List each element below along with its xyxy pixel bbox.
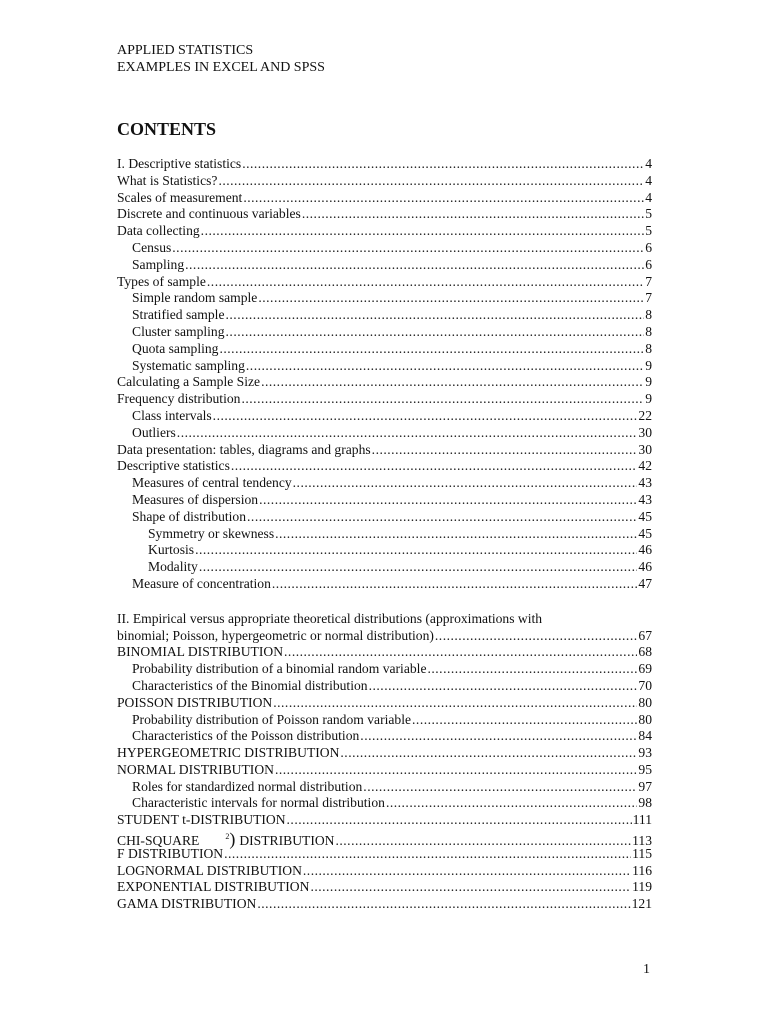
dot-leader xyxy=(242,156,644,173)
toc-entry-title: Systematic sampling xyxy=(132,357,245,373)
dot-leader xyxy=(218,173,644,190)
toc-section-2 xyxy=(117,644,652,829)
toc-entry-title: F DISTRIBUTION xyxy=(117,845,224,861)
toc-entry-title: Shape of distribution xyxy=(132,508,247,524)
toc-entry[interactable] xyxy=(117,408,652,425)
dot-leader xyxy=(293,475,638,492)
toc-entry-title: Calculating a Sample Size xyxy=(117,374,261,390)
toc-entry[interactable] xyxy=(117,156,652,173)
toc-entry-title: LOGNORMAL DISTRIBUTION xyxy=(117,862,302,878)
dot-leader xyxy=(273,695,637,712)
toc-entry[interactable] xyxy=(117,661,652,678)
dot-leader xyxy=(231,458,638,475)
dot-leader xyxy=(247,509,637,526)
toc-entry-page: 93 xyxy=(638,745,652,761)
toc-entry-title: Descriptive statistics xyxy=(117,458,230,474)
toc-entry[interactable] xyxy=(117,678,652,695)
toc-entry[interactable] xyxy=(117,779,652,796)
toc-entry-title: Frequency distribution xyxy=(117,391,241,407)
toc-entry-page: 80 xyxy=(638,711,652,727)
toc-entry-title: STUDENT t-DISTRIBUTION xyxy=(117,812,286,828)
toc-entry[interactable] xyxy=(117,458,652,475)
dot-leader xyxy=(258,290,644,307)
toc-entry[interactable] xyxy=(117,812,652,829)
dot-leader xyxy=(275,762,637,779)
toc-entry[interactable] xyxy=(117,442,652,459)
dot-leader xyxy=(363,779,637,796)
dot-leader xyxy=(261,374,644,391)
toc-entry-page: 47 xyxy=(638,575,652,591)
toc-entry-page: 119 xyxy=(632,879,652,895)
toc-entry[interactable] xyxy=(117,257,652,274)
toc-entry[interactable] xyxy=(117,896,652,913)
toc-entry-title: HYPERGEOMETRIC DISTRIBUTION xyxy=(117,745,340,761)
dot-leader xyxy=(302,206,644,223)
toc-entry-page: 4 xyxy=(645,156,652,171)
toc-entry-page: 9 xyxy=(645,357,652,373)
toc-entry-page: 80 xyxy=(638,694,652,710)
toc-entry[interactable] xyxy=(117,879,652,896)
toc-entry-page: 5 xyxy=(645,223,652,239)
toc-entry[interactable] xyxy=(117,644,652,661)
toc-entry[interactable] xyxy=(117,374,652,391)
dot-leader xyxy=(284,644,637,661)
toc-entry-page: 6 xyxy=(645,256,652,272)
toc-entry-title: Census xyxy=(132,239,172,255)
toc-entry-title: Characteristics of the Poisson distribution xyxy=(132,728,360,744)
toc-entry-page: 4 xyxy=(645,172,652,188)
toc-entry-page: 7 xyxy=(645,273,652,289)
toc-entry[interactable] xyxy=(117,846,652,863)
dot-leader xyxy=(201,223,645,240)
dot-leader xyxy=(340,745,637,762)
dot-leader xyxy=(275,526,637,543)
dot-leader xyxy=(241,391,644,408)
dot-leader xyxy=(224,846,631,863)
contents-heading: CONTENTS xyxy=(117,119,217,139)
toc-entry-title: Stratified sample xyxy=(132,307,225,323)
toc-entry-title: NORMAL DISTRIBUTION xyxy=(117,761,274,777)
header-line-2: EXAMPLES IN EXCEL AND SPSS xyxy=(117,60,325,75)
toc-entry-title: Measure of concentration xyxy=(132,575,271,591)
toc-entry-page: 8 xyxy=(645,307,652,323)
running-header xyxy=(117,42,325,76)
dot-leader xyxy=(172,240,644,257)
toc-entry-title: EXPONENTIAL DISTRIBUTION xyxy=(117,879,310,895)
toc-entry[interactable] xyxy=(117,173,652,190)
section-2-heading-line-2 xyxy=(117,628,652,645)
toc-entry-title: I. Descriptive statistics xyxy=(117,156,242,171)
toc-entry[interactable] xyxy=(117,712,652,729)
toc-entry-page: 70 xyxy=(638,677,652,693)
toc-entry[interactable] xyxy=(117,795,652,812)
chi-square-superscript: 2 xyxy=(225,832,230,842)
toc-entry-page: 97 xyxy=(638,778,652,794)
toc-entry-title: Discrete and continuous variables xyxy=(117,206,301,222)
toc-entry-title: GAMA DISTRIBUTION xyxy=(117,896,257,912)
toc-entry-page: 45 xyxy=(638,508,652,524)
toc-entry-title: Data collecting xyxy=(117,223,200,239)
toc-entry-page: 115 xyxy=(632,845,652,861)
toc-entry-page: 116 xyxy=(632,862,652,878)
dot-leader xyxy=(226,324,645,341)
toc-entry[interactable] xyxy=(117,559,652,576)
dot-leader xyxy=(243,190,644,207)
dot-leader xyxy=(195,542,637,559)
chi-square-suffix: DISTRIBUTION xyxy=(239,833,335,849)
dot-leader xyxy=(199,559,638,576)
toc-entry-title: Kurtosis xyxy=(148,542,195,558)
toc-entry-page: 4 xyxy=(645,189,652,205)
dot-leader xyxy=(219,341,644,358)
dot-leader xyxy=(259,492,637,509)
dot-leader xyxy=(226,307,645,324)
chi-square-prefix: CHI-SQUARE xyxy=(117,833,200,849)
toc-entry[interactable] xyxy=(117,358,652,375)
toc-entry-page: 98 xyxy=(638,795,652,811)
toc-entry-title: Measures of dispersion xyxy=(132,491,259,507)
toc-entry-title: Scales of measurement xyxy=(117,189,243,205)
toc-entry-title: Simple random sample xyxy=(132,290,258,306)
dot-leader xyxy=(372,442,638,459)
toc-entry[interactable] xyxy=(117,341,652,358)
toc-entry[interactable] xyxy=(117,475,652,492)
toc-entry-title: What is Statistics? xyxy=(117,172,218,188)
toc-entry-page: 46 xyxy=(638,542,652,558)
toc-section-2-tail xyxy=(117,846,652,913)
toc-entry-page: 5 xyxy=(645,206,652,222)
toc-entry-title: Roles for standardized normal distribution xyxy=(132,778,363,794)
dot-leader xyxy=(386,795,637,812)
toc-entry-chi-square[interactable] xyxy=(117,829,652,850)
toc-entry-title: BINOMIAL DISTRIBUTION xyxy=(117,644,284,660)
toc-entry-page: 9 xyxy=(645,391,652,407)
dot-leader xyxy=(360,728,637,745)
toc-entry-title: Modality xyxy=(148,559,198,575)
toc-entry-title: Quota sampling xyxy=(132,340,219,356)
dot-leader xyxy=(287,812,632,829)
toc-entry[interactable] xyxy=(117,206,652,223)
toc-entry-title: Characteristics of the Binomial distribution xyxy=(132,677,368,693)
dot-leader xyxy=(303,863,631,880)
toc-entry-title: Sampling xyxy=(132,256,185,272)
chi-square-paren: ) xyxy=(229,829,236,850)
toc-entry-title: Data presentation: tables, diagrams and graphs xyxy=(117,441,371,457)
toc-entry-title: Outliers xyxy=(132,424,176,440)
dot-leader xyxy=(272,576,638,593)
toc-entry-title: Characteristic intervals for normal distribution xyxy=(132,795,385,811)
dot-leader xyxy=(310,879,631,896)
toc-entry[interactable] xyxy=(117,542,652,559)
toc-entry-page: 84 xyxy=(638,728,652,744)
dot-leader xyxy=(207,274,644,291)
toc-entry-page: 43 xyxy=(638,491,652,507)
section-gap xyxy=(117,593,652,611)
toc-entry[interactable] xyxy=(117,190,652,207)
toc-entry-page: 8 xyxy=(645,323,652,339)
toc-entry-page: 46 xyxy=(638,559,652,575)
toc-entry-title: binomial; Poisson, hypergeometric or normal distribution) xyxy=(117,627,434,643)
dot-leader xyxy=(412,712,637,729)
dot-leader xyxy=(257,896,630,913)
toc-entry[interactable] xyxy=(117,324,652,341)
toc-entry-title: Types of sample xyxy=(117,273,206,289)
toc-entry[interactable] xyxy=(117,509,652,526)
toc-entry-title: Probability distribution of a binomial random variable xyxy=(132,661,427,677)
toc-section-2-heading[interactable] xyxy=(117,611,652,645)
toc-entry-page: 30 xyxy=(638,441,652,457)
dot-leader xyxy=(427,661,637,678)
toc-entry[interactable] xyxy=(117,728,652,745)
section-2-heading-line-1: II. Empirical versus appropriate theoretical distributions (approximations with xyxy=(117,610,543,626)
toc-entry[interactable] xyxy=(117,695,652,712)
dot-leader xyxy=(185,257,644,274)
toc-entry-title: Symmetry or skewness xyxy=(148,525,275,541)
toc-entry-title: Class intervals xyxy=(132,407,212,423)
dot-leader xyxy=(213,408,638,425)
dot-leader xyxy=(369,678,638,695)
dot-leader xyxy=(435,628,638,645)
toc-entry[interactable] xyxy=(117,274,652,291)
toc-entry[interactable] xyxy=(117,576,652,593)
toc-entry-page: 45 xyxy=(638,525,652,541)
toc-entry-page: 121 xyxy=(631,896,652,912)
toc-entry-page: 69 xyxy=(638,661,652,677)
page-number: 1 xyxy=(643,962,650,977)
dot-leader xyxy=(177,425,638,442)
toc-entry-page: 42 xyxy=(638,458,652,474)
toc-section-1 xyxy=(117,156,652,593)
toc-entry[interactable] xyxy=(117,425,652,442)
toc-entry[interactable] xyxy=(117,762,652,779)
toc-entry[interactable] xyxy=(117,492,652,509)
toc-entry[interactable] xyxy=(117,745,652,762)
toc-entry[interactable] xyxy=(117,240,652,257)
toc-entry-page: 67 xyxy=(638,627,652,643)
toc-entry-title: Probability distribution of Poisson random variable xyxy=(132,711,412,727)
toc-entry-page: 9 xyxy=(645,374,652,390)
toc-entry-title: Measures of central tendency xyxy=(132,475,292,491)
toc-entry-page: 111 xyxy=(632,812,652,828)
toc-entry-page: 95 xyxy=(638,761,652,777)
dot-leader xyxy=(246,358,644,375)
toc-entry-page: 7 xyxy=(645,290,652,306)
toc-entry-title: POISSON DISTRIBUTION xyxy=(117,694,273,710)
toc-entry-page: 68 xyxy=(638,644,652,660)
table-of-contents xyxy=(117,156,652,913)
toc-entry[interactable] xyxy=(117,863,652,880)
header-line-1: APPLIED STATISTICS xyxy=(117,43,254,58)
toc-entry-title: Cluster sampling xyxy=(132,323,225,339)
toc-entry-page: 8 xyxy=(645,340,652,356)
toc-entry-page: 43 xyxy=(638,475,652,491)
toc-entry[interactable] xyxy=(117,526,652,543)
toc-entry[interactable] xyxy=(117,307,652,324)
toc-entry[interactable] xyxy=(117,223,652,240)
toc-entry[interactable] xyxy=(117,290,652,307)
toc-entry[interactable] xyxy=(117,391,652,408)
toc-entry-page: 6 xyxy=(645,239,652,255)
toc-entry-page: 113 xyxy=(632,833,652,849)
toc-entry-page: 30 xyxy=(638,424,652,440)
toc-entry-page: 22 xyxy=(638,407,652,423)
